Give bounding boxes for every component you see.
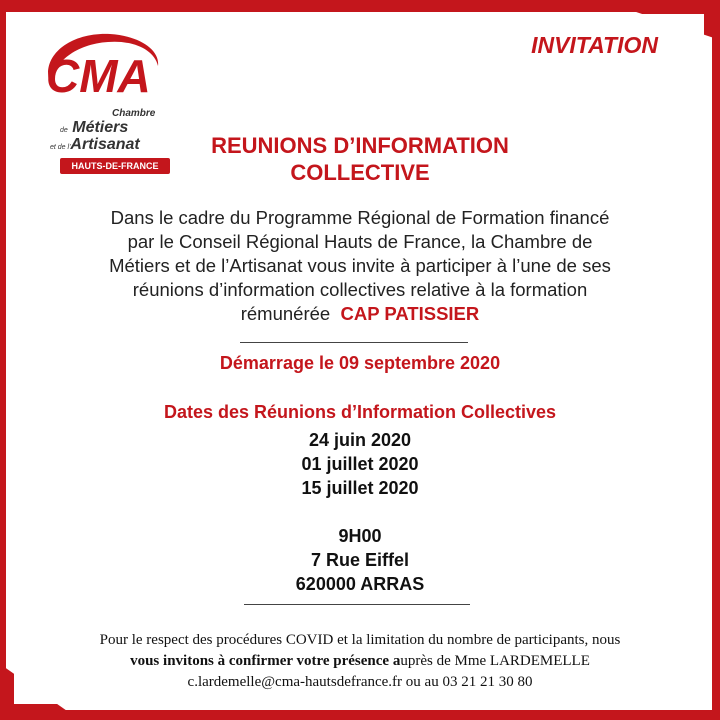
divider-top [240, 342, 468, 343]
meeting-place [60, 524, 660, 596]
meeting-city: 620000 ARRAS [295, 574, 425, 594]
date-item: 01 juillet 2020 [301, 454, 419, 474]
dates-list [60, 428, 660, 500]
footer-notice [30, 630, 690, 693]
meeting-time: 9H00 [338, 526, 382, 546]
date-item: 15 juillet 2020 [301, 478, 419, 498]
divider-bottom [244, 604, 470, 605]
logo-artisanat: et de l'Artisanat [50, 136, 140, 153]
logo-region-badge: HAUTS-DE-FRANCE [60, 158, 170, 174]
start-date: Démarrage le 09 septembre 2020 [219, 353, 501, 373]
footer-line: Pour le respect des procédures COVID et la limitation du nombre de participants, nous [99, 632, 621, 648]
intro-line: rémunérée CAP PATISSIER [240, 303, 480, 324]
svg-text:CMA: CMA [46, 50, 151, 102]
dates-title: Dates des Réunions d’Information Collectives [163, 402, 557, 422]
training-name: CAP PATISSIER [340, 303, 480, 324]
footer-contact: c.lardemelle@cma-hautsdefrance.fr ou au 03 21 21 30 80 [187, 674, 533, 690]
intro-line: réunions d’information collectives relative à la formation [132, 279, 588, 300]
meeting-street: 7 Rue Eiffel [310, 550, 410, 570]
invitation-label: INVITATION [531, 32, 658, 58]
intro-line: Métiers et de l’Artisanat vous invite à participer à l’une de ses [109, 255, 611, 276]
page-title: REUNIONS D’INFORMATION COLLECTIVE [211, 133, 509, 185]
cma-logo-mark [30, 26, 170, 110]
logo-metiers: de Métiers [60, 119, 129, 136]
intro-paragraph [30, 206, 690, 326]
cma-logo [30, 26, 170, 182]
right-red-border [712, 0, 720, 720]
footer-line: vous invitons à confirmer votre présence auprès de Mme LARDEMELLE [130, 653, 590, 669]
left-red-border [0, 0, 6, 720]
intro-line: Dans le cadre du Programme Régional de Formation financé [110, 207, 610, 228]
bottom-red-band [0, 710, 720, 720]
logo-chambre: Chambre [112, 108, 156, 119]
intro-line: par le Conseil Régional Hauts de France, la Chambre de [127, 231, 593, 252]
date-item: 24 juin 2020 [308, 430, 412, 450]
